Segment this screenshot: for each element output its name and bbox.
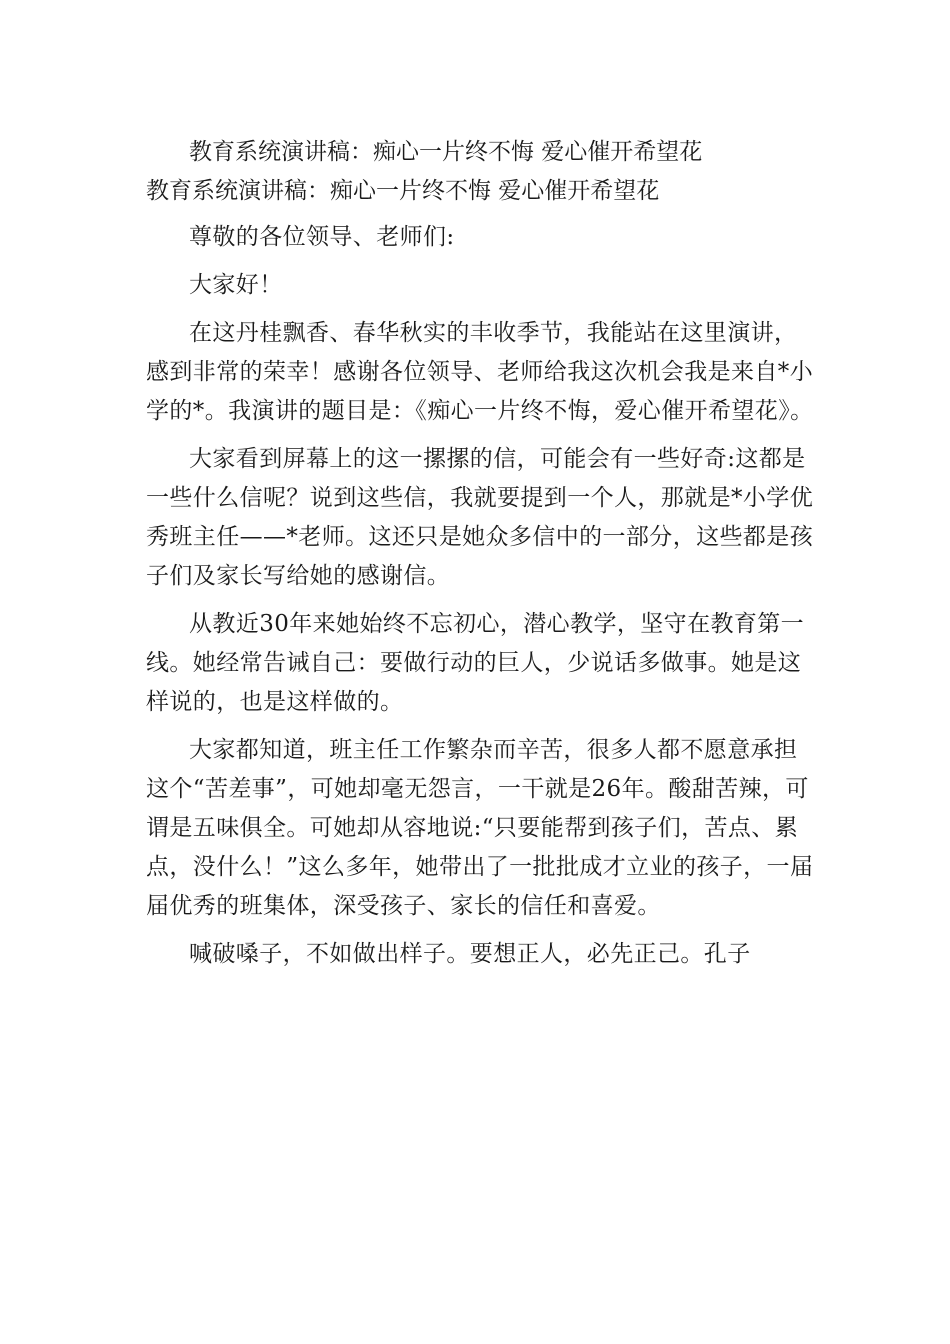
greeting: 大家好！ <box>189 272 283 298</box>
document-title: 教育系统演讲稿：痴心一片终不悔 爱心催开希望花 <box>189 139 703 165</box>
paragraph-intro: 在这丹桂飘香、春华秋实的丰收季节，我能站在这里演讲，感到非常的荣幸！感谢各位领导、老师给我这次机会我是来自*小学的*。我演讲的题目是：《痴心一片终不悔，爱心催开希望花》。 <box>146 320 814 424</box>
paragraph-head-teacher: 大家都知道，班主任工作繁杂而辛苦，很多人都不愿意承担这个“苦差事”，可她却毫无怨言，一干就是26年。酸甜苦辣，可谓是五味俱全。可她却从容地说:“只要能帮到孩子们，苦点、累点，没什么！”这么多年，她带出了一批批成才立业的孩子，一届届优秀的班集体，深受孩子、家长的信任和喜爱。 <box>146 737 814 919</box>
paragraph-teaching: 从教近30年来她始终不忘初心，潜心教学，坚守在教育第一线。她经常告诫自己：要做行动的巨人，少说话多做事。她是这样说的，也是这样做的。 <box>146 611 805 715</box>
document-body <box>146 133 818 983</box>
document-subtitle: 教育系统演讲稿：痴心一片终不悔 爱心催开希望花 <box>146 178 660 204</box>
paragraph-letters: 大家看到屏幕上的这一摞摞的信，可能会有一些好奇:这都是一些什么信呢？说到这些信，我就要提到一个人，那就是*小学优秀班主任——*老师。这还只是她众多信中的一部分，这些都是孩子们及家长写给她的感谢信。 <box>146 446 814 589</box>
paragraph-example: 喊破嗓子，不如做出样子。要想正人，必先正己。孔子 <box>189 941 751 967</box>
salutation: 尊敬的各位领导、老师们: <box>189 224 455 250</box>
